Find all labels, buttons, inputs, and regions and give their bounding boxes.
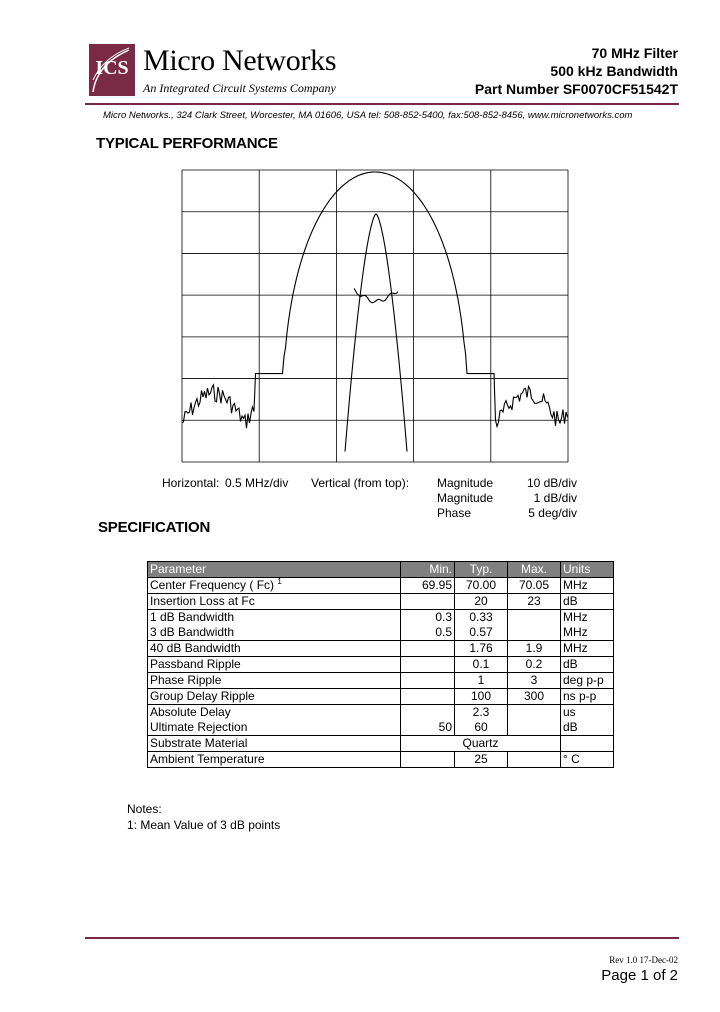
- max-cell: 70.05: [508, 578, 561, 594]
- units-cell: deg p-p: [561, 673, 614, 689]
- param-cell: Passband Ripple: [148, 657, 401, 673]
- param-cell: Insertion Loss at Fc: [148, 594, 401, 610]
- units-cell: dB: [561, 594, 614, 610]
- horizontal-scale-label: Horizontal:: [162, 476, 220, 490]
- param-cell: 40 dB Bandwidth: [148, 641, 401, 657]
- table-row: [148, 673, 614, 689]
- units-cell: [561, 610, 614, 641]
- header-parameter: Parameter: [148, 562, 401, 578]
- table-row: [148, 736, 614, 752]
- param-text: Absolute Delay: [150, 705, 231, 719]
- typ-cell: [455, 705, 508, 736]
- param-cell: Substrate Material: [148, 736, 401, 752]
- param-text: Center Frequency ( Fc): [150, 578, 275, 592]
- value-text: [510, 705, 558, 720]
- min-cell: [401, 641, 455, 657]
- specification-title: SPECIFICATION: [98, 519, 211, 536]
- param-cell: [148, 705, 401, 736]
- table-row: [148, 752, 614, 768]
- units-cell: ° C: [561, 752, 614, 768]
- max-cell: [508, 752, 561, 768]
- min-cell: [401, 705, 455, 736]
- typical-performance-title: TYPICAL PERFORMANCE: [96, 135, 278, 152]
- page-number: Page 1 of 2: [601, 967, 678, 984]
- param-cell: Group Delay Ripple: [148, 689, 401, 705]
- max-cell: 0.2: [508, 657, 561, 673]
- table-row: [148, 641, 614, 657]
- units-cell: dB: [561, 657, 614, 673]
- value-text: [510, 625, 558, 640]
- value-text: 2.3: [472, 705, 490, 719]
- header-typ: Typ.: [455, 562, 508, 578]
- param-text: 3 dB Bandwidth: [150, 625, 235, 639]
- logo-text: ICS: [95, 57, 129, 79]
- scale-name: Phase: [437, 506, 472, 520]
- value-text: [510, 610, 558, 625]
- ics-logo-icon: [89, 44, 135, 96]
- value-text: 0.33: [469, 610, 493, 624]
- value-text: dB: [563, 720, 578, 734]
- value-text: 0.57: [469, 625, 493, 639]
- param-text: Ultimate Rejection: [150, 720, 248, 734]
- typ-cell: 25: [455, 752, 508, 768]
- value-text: 60: [474, 720, 488, 734]
- revision-label: Rev 1.0 17-Dec-02: [609, 955, 678, 965]
- min-cell: [401, 689, 455, 705]
- param-cell: Ambient Temperature: [148, 752, 401, 768]
- typ-cell: 0.1: [455, 657, 508, 673]
- frequency-response-plot: [180, 168, 570, 464]
- param-cell: [148, 578, 401, 594]
- table-header-row: [148, 562, 614, 578]
- table-row: [148, 689, 614, 705]
- typ-cell: 20: [455, 594, 508, 610]
- units-cell: [561, 736, 614, 752]
- typ-cell: 70.00: [455, 578, 508, 594]
- max-cell: [508, 705, 561, 736]
- header-divider: [85, 103, 679, 105]
- company-name: Micro Networks: [143, 44, 337, 77]
- note-item: 1: Mean Value of 3 dB points: [127, 818, 281, 832]
- table-row: [148, 578, 614, 594]
- product-bandwidth: 500 kHz Bandwidth: [550, 63, 678, 79]
- value-text: [510, 720, 558, 735]
- max-cell: [508, 610, 561, 641]
- footnote-marker: 1: [277, 577, 282, 586]
- param-text: 1 dB Bandwidth: [150, 610, 235, 624]
- value-text: 0.5: [435, 625, 452, 639]
- company-address: Micro Networks., 324 Clark Street, Worcester, MA 01606, USA tel: 508-852-5400, fax:508-852-8456, www.micronetworks.com: [103, 110, 633, 121]
- max-cell: 1.9: [508, 641, 561, 657]
- min-cell: [401, 594, 455, 610]
- horizontal-scale-value: 0.5 MHz/div: [225, 476, 289, 490]
- value-text: 0.3: [435, 610, 452, 624]
- param-cell: [148, 610, 401, 641]
- product-title: 70 MHz Filter: [591, 45, 678, 61]
- value-text: 50: [438, 720, 452, 734]
- min-cell: [401, 673, 455, 689]
- part-number: Part Number SF0070CF51542T: [474, 81, 678, 97]
- company-logo: [89, 44, 135, 96]
- scale-value: 10 dB/div: [526, 476, 577, 490]
- min-cell: [401, 657, 455, 673]
- scale-name: Magnitude: [437, 476, 494, 490]
- scale-value: 1 dB/div: [533, 491, 577, 505]
- footer-divider: [85, 937, 679, 939]
- typ-cell: 1.76: [455, 641, 508, 657]
- max-cell: 3: [508, 673, 561, 689]
- series-wide-magnitude-line: [182, 172, 568, 428]
- vertical-scale-label: Vertical (from top):: [311, 476, 410, 490]
- param-cell: Phase Ripple: [148, 673, 401, 689]
- table-row: [148, 705, 614, 736]
- max-cell: 23: [508, 594, 561, 610]
- header-max: Max.: [508, 562, 561, 578]
- scale-value: 5 deg/div: [528, 506, 577, 520]
- typ-cell: [455, 610, 508, 641]
- table-row: [148, 610, 614, 641]
- company-tagline: An Integrated Circuit Systems Company: [143, 81, 336, 95]
- table-row: [148, 657, 614, 673]
- series-passband-magnitude-line: [345, 214, 407, 452]
- min-cell: 69.95: [401, 578, 455, 594]
- units-cell: [561, 705, 614, 736]
- value-text: MHz: [563, 610, 588, 624]
- merged-value-cell: Quartz: [401, 736, 561, 752]
- scale-name: Magnitude: [437, 491, 494, 505]
- value-text: MHz: [563, 625, 588, 639]
- plot-curves: [182, 172, 568, 452]
- typ-cell: 1: [455, 673, 508, 689]
- table-row: [148, 594, 614, 610]
- min-cell: [401, 752, 455, 768]
- header-min: Min.: [401, 562, 455, 578]
- value-text: us: [563, 705, 576, 719]
- units-cell: ns p-p: [561, 689, 614, 705]
- specification-table: [147, 561, 614, 768]
- header-units: Units: [561, 562, 614, 578]
- units-cell: MHz: [561, 641, 614, 657]
- min-cell: [401, 610, 455, 641]
- typ-cell: 100: [455, 689, 508, 705]
- value-text: [403, 705, 452, 720]
- notes-title: Notes:: [127, 802, 162, 816]
- units-cell: MHz: [561, 578, 614, 594]
- max-cell: 300: [508, 689, 561, 705]
